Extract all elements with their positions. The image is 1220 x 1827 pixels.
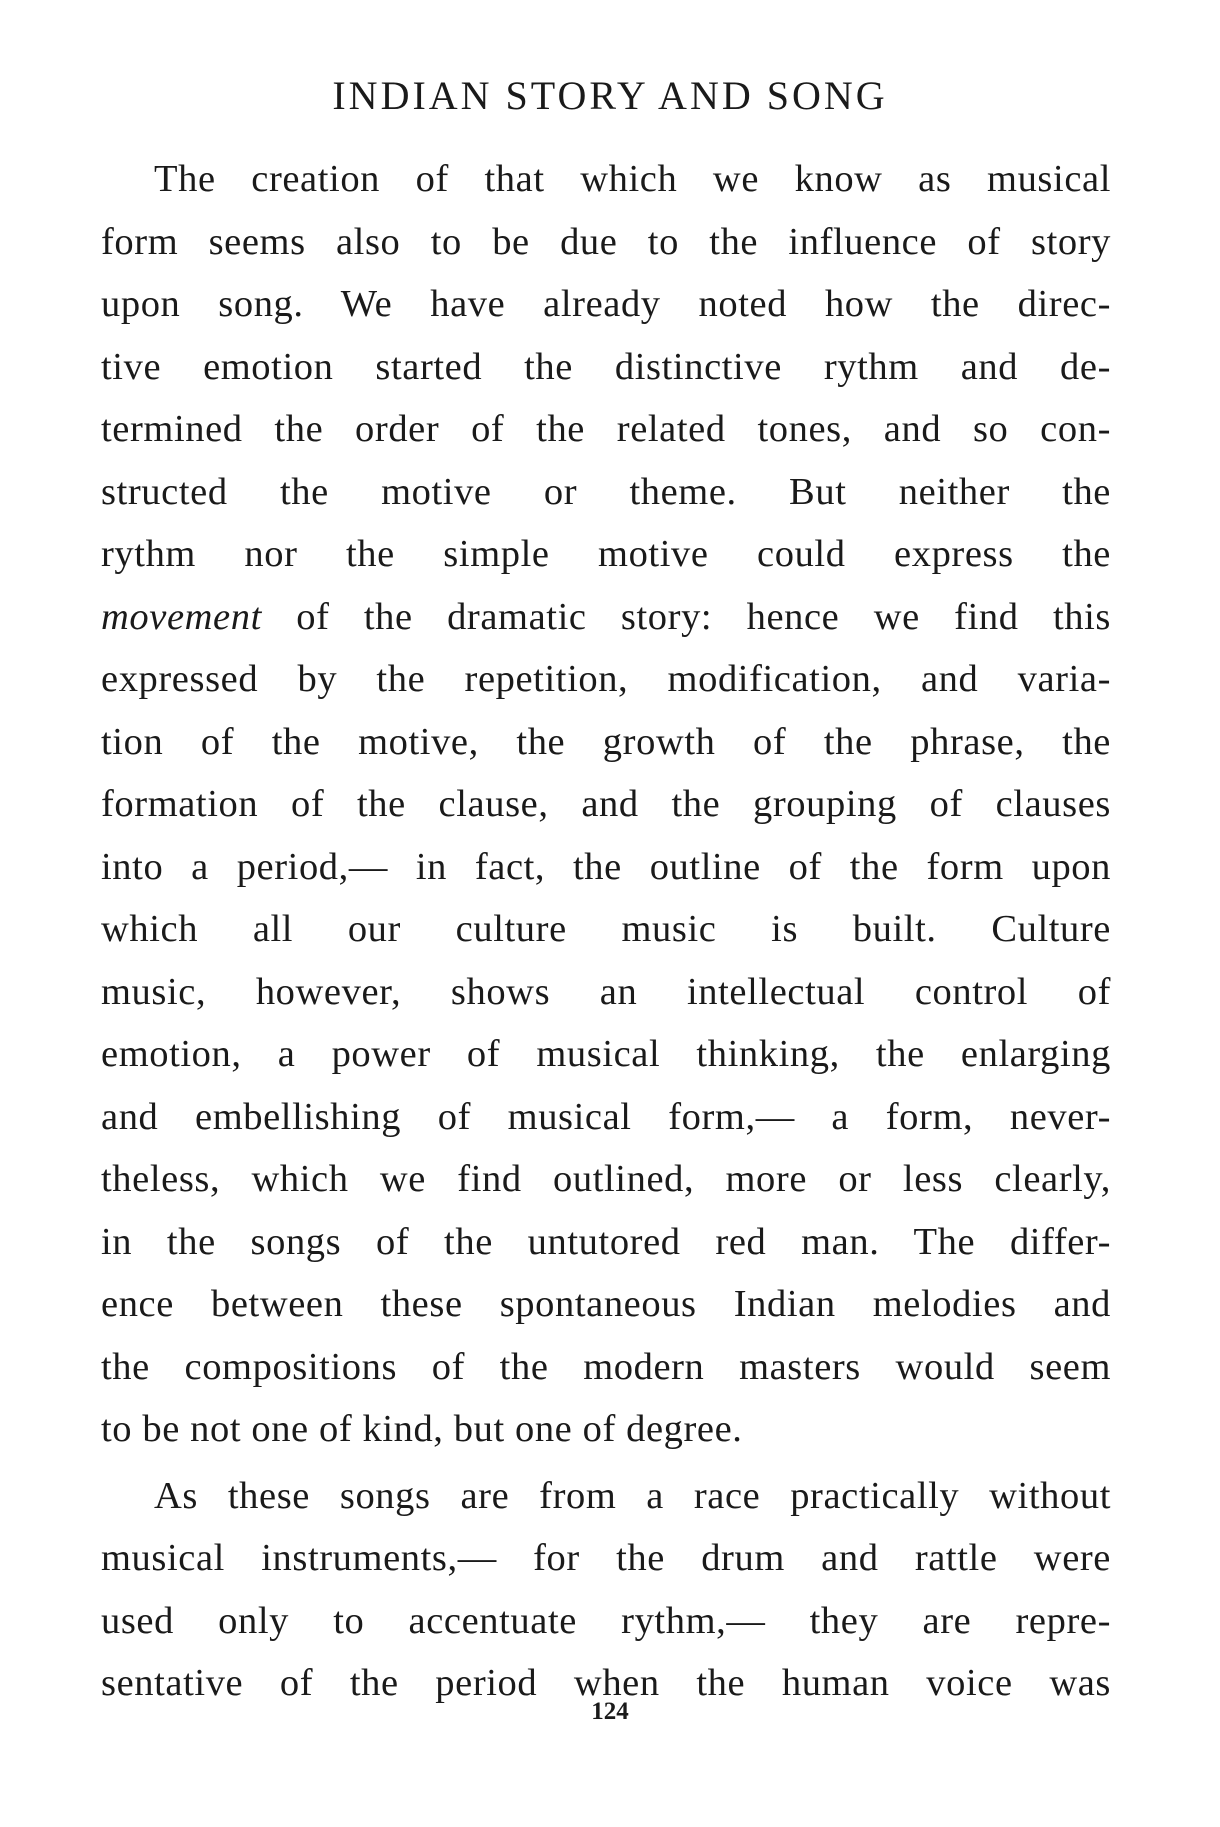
text-line: upon song. We have already noted how the direc- xyxy=(101,283,1111,325)
text-line: The creation of that which we know as musical xyxy=(154,158,1111,200)
text-line: music, however, shows an intellectual control of xyxy=(101,970,1111,1013)
text-line: ence between these spontaneous Indian melodies and xyxy=(101,1283,1111,1325)
text-line: musical instruments,— for the drum and rattle were xyxy=(101,1537,1111,1579)
text-line: sentative of the period when the human voice was xyxy=(101,1662,1111,1704)
emphasized-word: movement xyxy=(101,595,262,638)
text-line: As these songs are from a race practically without xyxy=(154,1474,1111,1517)
text-line: form seems also to be due to the influence of story xyxy=(101,220,1111,263)
text-line: theless, which we find outlined, more or less clearly, xyxy=(101,1158,1111,1200)
text-line: used only to accentuate rythm,— they are repre- xyxy=(101,1599,1111,1642)
text-line: structed the motive or theme. But neither the xyxy=(101,470,1111,513)
paragraph xyxy=(101,148,1111,1461)
body-text xyxy=(101,148,1111,1715)
text-line: and embellishing of musical form,— a form, never- xyxy=(101,1095,1111,1138)
text-line: the compositions of the modern masters would seem xyxy=(101,1345,1111,1388)
text-line: tion of the motive, the growth of the phrase, the xyxy=(101,720,1111,763)
text-line: rythm nor the simple motive could express the xyxy=(101,533,1111,575)
text-line: which all our culture music is built. Culture xyxy=(101,908,1111,950)
text-line: to be not one of kind, but one of degree. xyxy=(101,1408,743,1450)
text-line: emotion, a power of musical thinking, the enlarging xyxy=(101,1033,1111,1075)
text-line: termined the order of the related tones, and so con- xyxy=(101,408,1111,450)
text-line: formation of the clause, and the grouping of clauses xyxy=(101,783,1111,825)
text-line: tive emotion started the distinctive rythm and de- xyxy=(101,345,1111,388)
text-line: into a period,— in fact, the outline of the form upon xyxy=(101,845,1111,888)
page-number: 124 xyxy=(591,1698,629,1725)
text-line: in the songs of the untutored red man. The differ- xyxy=(101,1220,1111,1263)
text-line xyxy=(101,586,1111,649)
text-line-rest: of the dramatic story: hence we find this xyxy=(296,595,1111,638)
paragraph xyxy=(101,1465,1111,1715)
running-head: INDIAN STORY AND SONG xyxy=(332,73,888,118)
text-line: expressed by the repetition, modification, and varia- xyxy=(101,658,1111,700)
